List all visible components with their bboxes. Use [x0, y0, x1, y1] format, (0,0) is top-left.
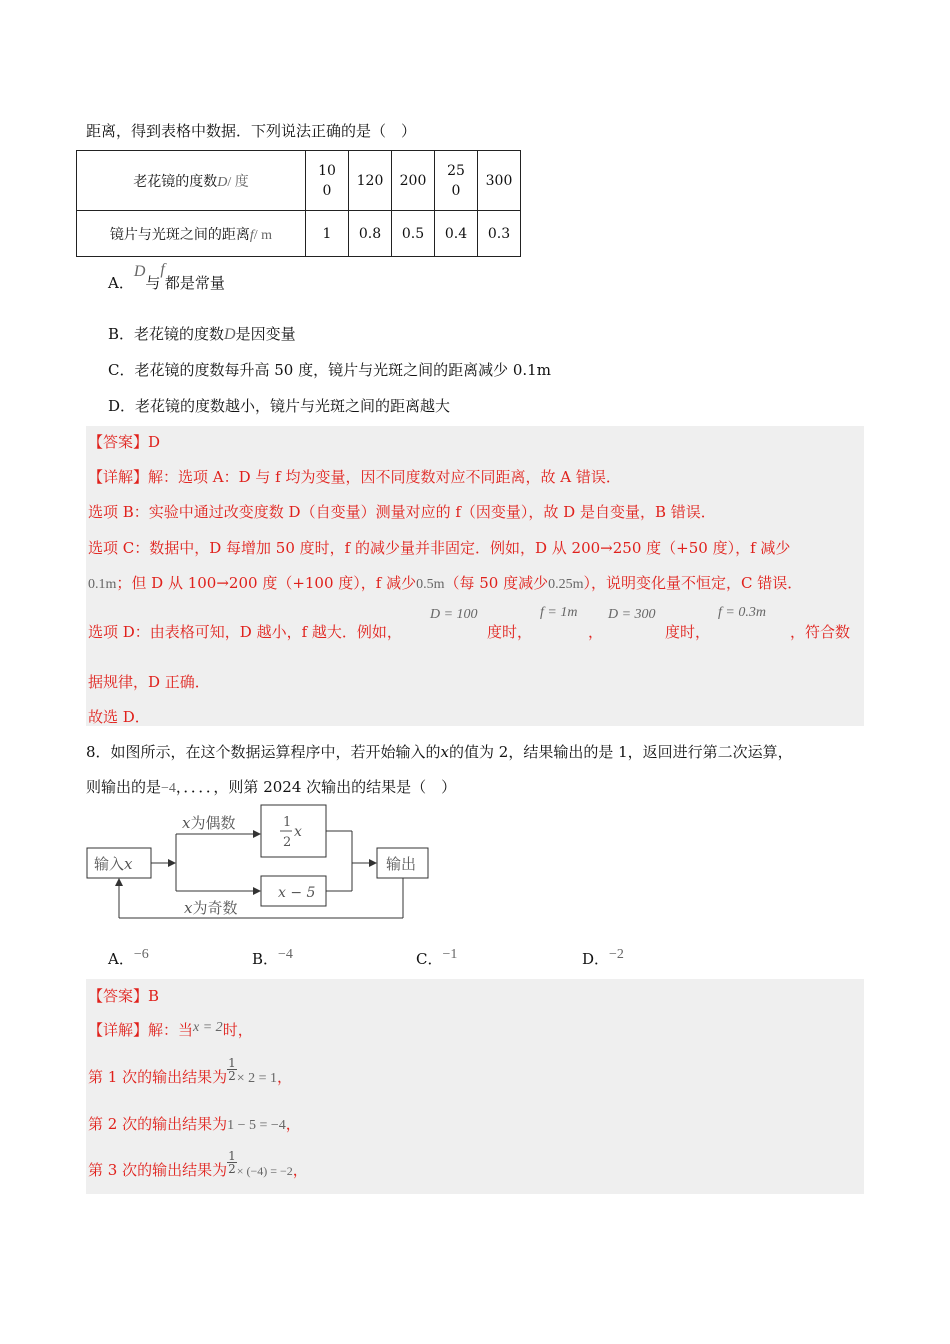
- answer-detail: 0.1m；但 D 从 100→200 度（+100 度），f 减少0.5m（每 50 度减少0.25m），说明变化量不恒定，C 错误．: [88, 574, 803, 592]
- table-header-cell: 镜片与光斑之间的距离f/ m: [77, 211, 306, 257]
- svg-text:x − 5: x − 5: [278, 885, 316, 901]
- answer-detail: 据规律，D 正确．: [88, 673, 210, 691]
- question-text: 8．如图所示，在这个数据运算程序中，若开始输入的x的值为 2，结果输出的是 1，返回进行第二次运算，: [86, 743, 793, 761]
- answer-conclusion: 故选 D．: [88, 708, 150, 726]
- table-cell: 0.8: [349, 211, 392, 257]
- svg-text:x: x: [294, 824, 302, 840]
- table-cell: 0.3: [478, 211, 521, 257]
- option-b[interactable]: B．−4: [252, 947, 293, 968]
- option-c[interactable]: C．−1: [416, 947, 458, 968]
- option-c[interactable]: C．老花镜的度数每升高 50 度，镜片与光斑之间的距离减少 0.1m: [108, 361, 551, 379]
- table-row: [77, 151, 521, 211]
- table-cell: 120: [349, 151, 392, 211]
- answer-detail: 选项 C：数据中，D 每增加 50 度时，f 的减少量并非固定．例如，D 从 200→250 度（+50 度），f 减少: [88, 539, 791, 557]
- table-cell: 25 0: [435, 151, 478, 211]
- table-row: [77, 211, 521, 257]
- option-a[interactable]: A．D与f都是常量: [108, 261, 225, 292]
- answer-detail: 【详解】解：当x = 2时，: [88, 1020, 253, 1039]
- table-cell: 200: [392, 151, 435, 211]
- odd-label: x为奇数: [184, 899, 238, 917]
- answer-detail: 【详解】解：选项 A：D 与 f 均为变量，因不同度数对应不同距离，故 A 错误．: [88, 468, 621, 486]
- option-d[interactable]: D．−2: [582, 947, 624, 968]
- table-cell: 300: [478, 151, 521, 211]
- table-cell: 0.5: [392, 211, 435, 257]
- table-cell: 10 0: [306, 151, 349, 211]
- even-label: x为偶数: [182, 814, 236, 832]
- svg-text:2: 2: [283, 835, 292, 850]
- option-b[interactable]: B．老花镜的度数D是因变量: [108, 325, 296, 343]
- answer-step: 第 2 次的输出结果为1 − 5 = −4，: [88, 1115, 301, 1133]
- answer-detail: 选项 B：实验中通过改变度数 D（自变量）测量对应的 f（因变量），故 D 是自变量，B 错误．: [88, 503, 716, 521]
- data-table: [76, 150, 521, 257]
- question-text: 则输出的是−4，．．．．，则第 2024 次输出的结果是（ ）: [86, 778, 457, 796]
- svg-text:输出: 输出: [386, 855, 417, 873]
- answer-label: 【答案】D: [88, 433, 161, 451]
- option-a[interactable]: A．−6: [108, 947, 149, 968]
- table-cell: 1: [306, 211, 349, 257]
- svg-text:1: 1: [283, 815, 292, 830]
- answer-step: 第 1 次的输出结果为 $\frac{1}{2}$ × 2 = 1，: [88, 1055, 293, 1086]
- option-d[interactable]: D．老花镜的度数越小，镜片与光斑之间的距离越大: [108, 397, 451, 415]
- question-intro: 距离，得到表格中数据．下列说法正确的是（ ）: [86, 122, 417, 140]
- flow-diagram: [80, 800, 440, 930]
- table-cell: 0.4: [435, 211, 478, 257]
- answer-label: 【答案】B: [88, 987, 160, 1005]
- answer-step: 第 3 次的输出结果为 $\frac{1}{2}$ × (−4) = −2，: [88, 1148, 308, 1179]
- table-header-cell: 老花镜的度数D/ 度: [77, 151, 306, 211]
- answer-detail: 选项 D：由表格可知，D 越小，f 越大．例如，: [88, 623, 402, 641]
- input-label: 输入x: [94, 855, 133, 873]
